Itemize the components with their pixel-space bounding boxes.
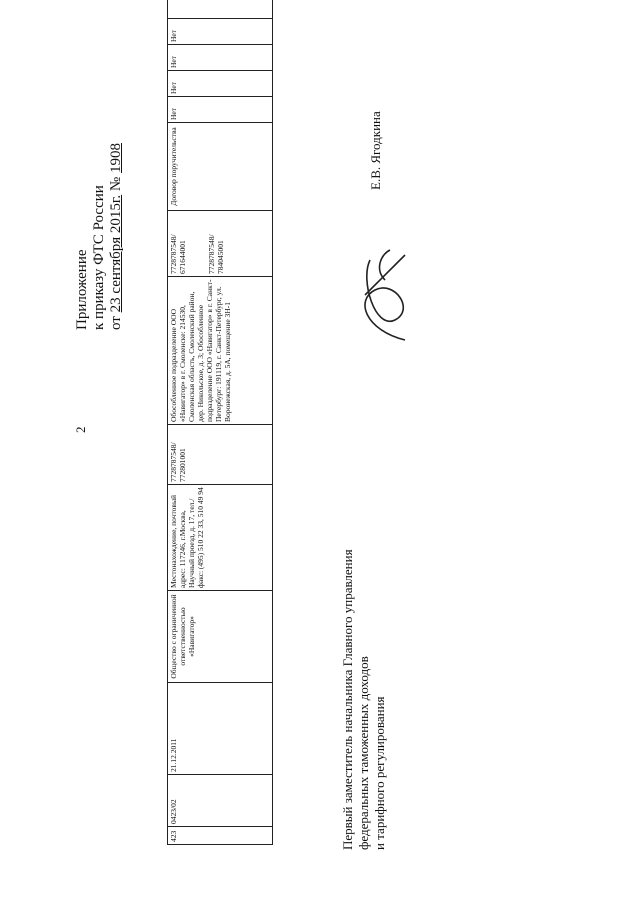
cell-c: Нет: [168, 45, 273, 71]
cell-inn-kpp: 7728787548/ 772801001: [168, 425, 273, 485]
cell-address: Местонахождение, почтовый адрес: 117246, г.Москва, Научный проезд, д. 17, тел./факс: (495) 510 22 33, 510 49 94: [168, 485, 273, 591]
signature-icon: [345, 240, 425, 350]
div-inn-kpp-2: 7728787548/ 784045001: [207, 234, 225, 274]
cell-div-inn-kpp: [168, 211, 273, 277]
signatory-position: [340, 549, 388, 850]
order-number: 1908: [108, 143, 124, 174]
order-date: 23 сентября 2015г.: [108, 194, 124, 313]
position-line-1: Первый заместитель начальника Главного управления: [340, 549, 355, 850]
cell-a: Нет: [168, 97, 273, 123]
position-line-3: и тарифного регулирования: [372, 696, 387, 850]
signer-name: Е.В. Ягодкина: [368, 111, 383, 190]
cell-date: 21.12.2011: [168, 683, 273, 775]
appendix-order: к приказу ФТС России: [91, 185, 107, 330]
appendix-date-line: [108, 143, 125, 330]
date-prefix: от: [108, 316, 124, 330]
cell-d: Нет: [168, 19, 273, 45]
registry-table: [167, 0, 273, 845]
page-number: 2: [73, 426, 88, 433]
cell-name: Общество с ограниченной ответственностью «Навигатор»: [168, 591, 273, 683]
cell-guarantee: Договор поручительства: [168, 123, 273, 211]
position-line-2: федеральных таможенных доходов: [356, 656, 371, 850]
number-prefix: №: [108, 176, 124, 192]
cell-e: [168, 0, 273, 19]
appendix-header: [74, 143, 125, 330]
appendix-title: Приложение: [74, 249, 90, 330]
cell-b: Нет: [168, 71, 273, 97]
cell-reg-number: 0423/02: [168, 775, 273, 827]
cell-divisions: Обособленное подразделение ООО «Навигатор» в г. Смоленске: 214530, Смоленская область, Смоленский район, дер. Никольское, д. 3; Обособленное подразделение ООО «Навигатор» в г. Санкт-Петербург: 191119, г. Санкт-Петербург, ул. Воронежская, д. 5А, помещение 3Н-1: [168, 277, 273, 425]
div-inn-kpp-1: 7728787548/ 671644001: [169, 234, 187, 274]
table-row: [168, 0, 273, 845]
cell-no: 423: [168, 827, 273, 845]
